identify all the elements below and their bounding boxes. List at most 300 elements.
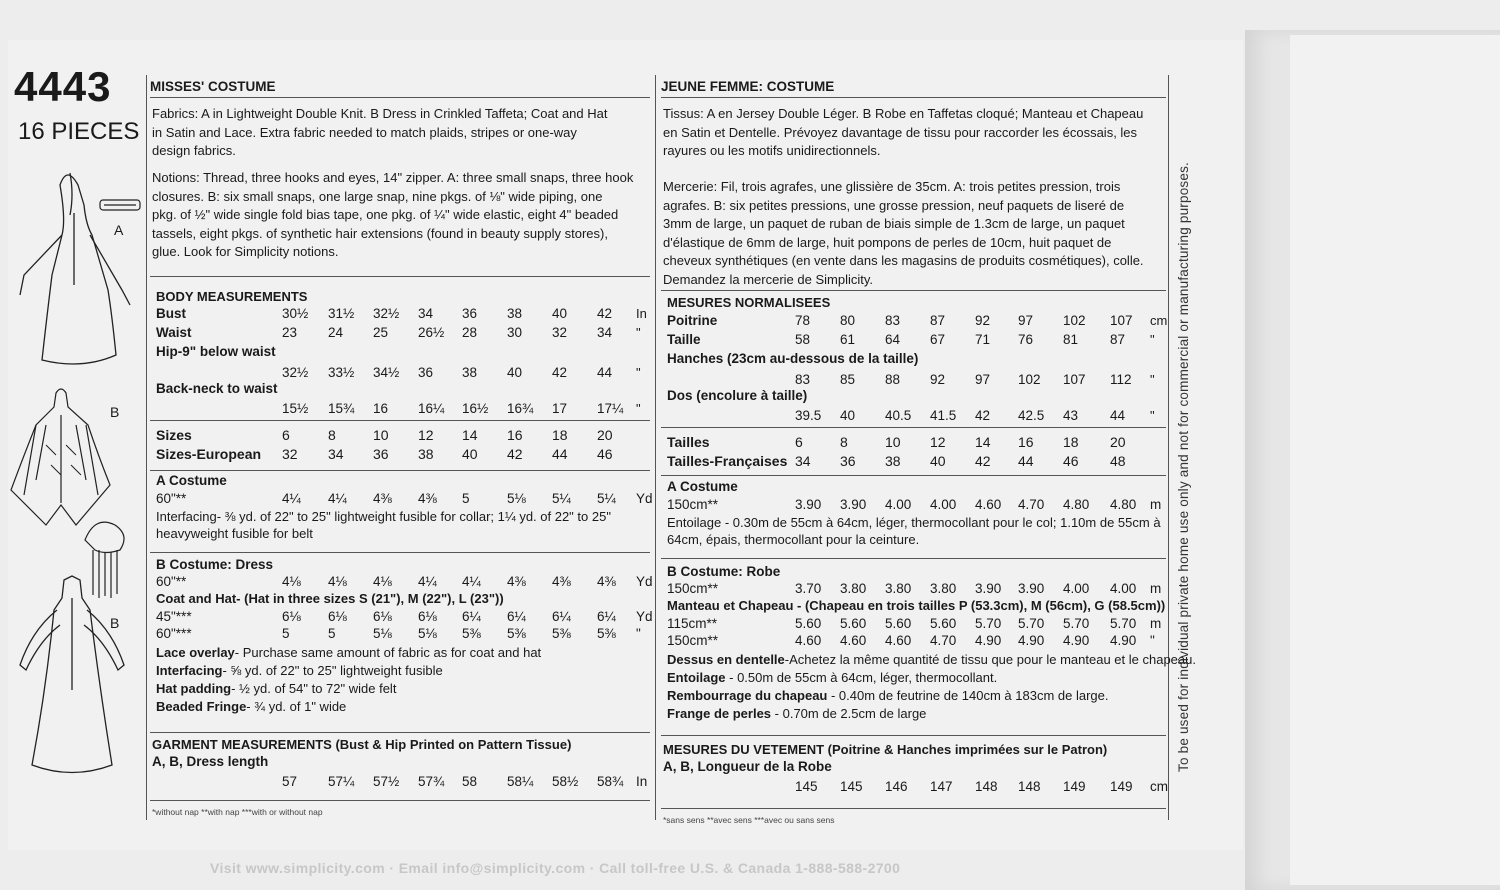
french-measure-value: 58 bbox=[795, 332, 811, 347]
english-measure-value: 40 bbox=[552, 306, 568, 321]
figure-a-costume-illustration bbox=[12, 165, 142, 375]
english-size-value: 14 bbox=[462, 427, 478, 443]
french-a-yardage: 4.70 bbox=[1018, 497, 1045, 512]
english-measure-value: 32 bbox=[552, 325, 568, 340]
english-coat-60-width: 60"*** bbox=[156, 626, 192, 641]
english-coat-45-yardage: 6⅛ bbox=[373, 609, 392, 624]
french-extra-key: Entoilage bbox=[667, 670, 726, 685]
french-coat-45-width: 115cm** bbox=[667, 616, 718, 631]
english-coat-60-yardage: 5⅜ bbox=[552, 626, 571, 641]
french-a-yardage: 4.00 bbox=[930, 497, 957, 512]
english-measure-value: 33½ bbox=[328, 365, 355, 380]
french-a-interfacing: 64cm, épais, thermocollant pour la ceinture. bbox=[667, 532, 920, 547]
english-coat-45-width: 45"*** bbox=[156, 609, 192, 624]
french-dress-length-value: 149 bbox=[1063, 779, 1086, 794]
english-a-yardage: 4¼ bbox=[282, 491, 301, 506]
french-coat-45-yardage: 5.70 bbox=[1063, 616, 1090, 631]
english-coat-hat: Coat and Hat- (Hat in three sizes S (21"), M (22"), L (23")) bbox=[156, 591, 504, 606]
english-measure-value: 30 bbox=[507, 325, 523, 340]
divider-middle bbox=[655, 75, 656, 820]
french-a-yardage: 3.90 bbox=[795, 497, 822, 512]
envelope-back bbox=[8, 40, 1243, 850]
english-rule-measurements bbox=[150, 420, 650, 421]
french-dress-length-value: 145 bbox=[840, 779, 863, 794]
english-coat-60-yardage: 5⅜ bbox=[462, 626, 481, 641]
english-size-eu-value: 32 bbox=[282, 446, 298, 462]
english-measure-value: 16½ bbox=[462, 401, 489, 416]
french-measure-value: 42 bbox=[975, 408, 991, 423]
french-dress-length-value: 147 bbox=[930, 779, 953, 794]
english-b-yardage: 4⅜ bbox=[597, 574, 616, 589]
english-rule-sizes bbox=[150, 470, 650, 471]
english-a-yardage: 5⅛ bbox=[507, 491, 526, 506]
french-rule-extras bbox=[661, 735, 1166, 736]
french-b-yardage: 3.80 bbox=[885, 581, 912, 596]
english-b-yardage: 4¼ bbox=[462, 574, 481, 589]
english-size-value: 6 bbox=[282, 427, 290, 443]
french-a-yardage: 3.90 bbox=[840, 497, 867, 512]
french-size-eu-value: 42 bbox=[975, 453, 991, 469]
french-coat-60-yardage: 4.60 bbox=[795, 633, 822, 648]
french-measure-label: Dos (encolure à taille) bbox=[667, 388, 808, 403]
french-coat-60-width: 150cm** bbox=[667, 633, 719, 648]
english-measure-value: 24 bbox=[328, 325, 344, 340]
english-coat-45-yardage: 6⅛ bbox=[328, 609, 347, 624]
english-coat-60-yardage: 5⅜ bbox=[507, 626, 526, 641]
english-extra-key: Hat padding bbox=[156, 681, 232, 696]
english-size-eu-value: 42 bbox=[507, 446, 523, 462]
english-extra-value: - ⅝ yd. of 22" to 25" lightweight fusible bbox=[222, 663, 443, 678]
english-measure-value: 32½ bbox=[373, 306, 400, 321]
french-dress-length-value: 146 bbox=[885, 779, 908, 794]
english-a-width: 60"** bbox=[156, 491, 187, 506]
english-measure-unit: " bbox=[636, 325, 641, 340]
french-b-unit: m bbox=[1150, 581, 1162, 596]
english-coat-60-yardage: 5 bbox=[282, 626, 290, 641]
english-a-yardage: 4¼ bbox=[328, 491, 347, 506]
french-size-value: 12 bbox=[930, 434, 946, 450]
english-extra-key: Lace overlay bbox=[156, 645, 235, 660]
english-size-value: 16 bbox=[507, 427, 523, 443]
french-a-heading: A Costume bbox=[667, 479, 738, 494]
english-measure-value: 25 bbox=[373, 325, 389, 340]
french-measure-value: 43 bbox=[1063, 408, 1079, 423]
english-a-yardage: 4⅜ bbox=[373, 491, 392, 506]
english-fabrics-line: in Satin and Lace. Extra fabric needed to match plaids, stripes or one-way bbox=[152, 124, 577, 140]
french-measure-value: 102 bbox=[1018, 372, 1041, 387]
english-measure-value: 30½ bbox=[282, 306, 309, 321]
english-size-value: 12 bbox=[418, 427, 434, 443]
english-measure-unit: In bbox=[636, 306, 647, 321]
french-coat-45-yardage: 5.60 bbox=[885, 616, 912, 631]
english-measure-value: 15¾ bbox=[328, 401, 355, 416]
french-size-value: 6 bbox=[795, 434, 803, 450]
english-size-eu-value: 46 bbox=[597, 446, 613, 462]
english-fabrics-line: design fabrics. bbox=[152, 143, 236, 158]
french-measure-value: 40 bbox=[840, 408, 856, 423]
french-measure-value: 97 bbox=[975, 372, 991, 387]
french-size-value: 14 bbox=[975, 434, 991, 450]
french-b-yardage: 3.90 bbox=[1018, 581, 1045, 596]
english-b-yardage: 4¼ bbox=[418, 574, 437, 589]
french-coat-60-yardage: 4.90 bbox=[975, 633, 1002, 648]
english-a-yardage: 5¼ bbox=[597, 491, 616, 506]
french-measure-value: 92 bbox=[930, 372, 946, 387]
english-size-value: 10 bbox=[373, 427, 389, 443]
french-coat-60-yardage: 4.90 bbox=[1110, 633, 1137, 648]
english-b-yardage: 4⅜ bbox=[552, 574, 571, 589]
english-dress-length-value: 58 bbox=[462, 774, 478, 789]
french-b-heading: B Costume: Robe bbox=[667, 564, 781, 579]
french-a-interfacing: Entoilage - 0.30m de 55cm à 64cm, léger, thermocollant pour le col; 1.10m de 55cm à bbox=[667, 515, 1161, 530]
french-b-width: 150cm** bbox=[667, 581, 719, 596]
figure-label-a: A bbox=[114, 222, 124, 238]
english-coat-60-yardage: 5⅛ bbox=[418, 626, 437, 641]
english-extra-row bbox=[156, 682, 396, 695]
french-rule-bottom bbox=[661, 808, 1166, 809]
english-sizes-eu-label: Sizes-European bbox=[156, 446, 262, 462]
english-measure-value: 28 bbox=[462, 325, 478, 340]
french-measure-label: Hanches (23cm au-dessous de la taille) bbox=[667, 351, 919, 366]
french-extra-row bbox=[667, 689, 1108, 702]
french-measure-value: 112 bbox=[1110, 372, 1132, 387]
french-measure-value: 88 bbox=[885, 372, 901, 387]
french-measure-label: Taille bbox=[667, 332, 701, 347]
english-coat-45-yardage: 6⅛ bbox=[282, 609, 301, 624]
french-coat-60-yardage: 4.90 bbox=[1063, 633, 1090, 648]
english-title: MISSES' COSTUME bbox=[150, 79, 276, 94]
english-coat-45-yardage: 6¼ bbox=[462, 609, 481, 624]
french-coat-60-unit: " bbox=[1150, 633, 1155, 648]
english-b-width: 60"** bbox=[156, 574, 187, 589]
english-measure-label: Bust bbox=[156, 306, 186, 321]
english-notions-line: pkg. of ½" wide single fold bias tape, one pkg. of ¼" wide elastic, eight 4" beaded bbox=[152, 207, 619, 222]
english-dress-length-label: A, B, Dress length bbox=[152, 754, 269, 769]
figure-label-b2: B bbox=[110, 615, 120, 631]
english-a-interfacing: heavyweight fusible for belt bbox=[156, 526, 313, 541]
english-dress-length-value: 58¾ bbox=[597, 774, 624, 789]
english-measure-value: 16¼ bbox=[418, 401, 445, 416]
english-measure-value: 32½ bbox=[282, 365, 309, 380]
english-b-yardage: 4⅛ bbox=[328, 574, 347, 589]
english-measure-label: Back-neck to waist bbox=[156, 381, 278, 396]
french-extra-row bbox=[667, 653, 1196, 666]
english-body-heading: BODY MEASUREMENTS bbox=[156, 289, 308, 304]
french-b-yardage: 3.80 bbox=[840, 581, 867, 596]
french-sizes-eu-label: Tailles-Françaises bbox=[667, 453, 788, 469]
french-measure-value: 40.5 bbox=[885, 408, 912, 423]
french-measure-value: 87 bbox=[1110, 332, 1126, 347]
english-measure-value: 16 bbox=[373, 401, 389, 416]
french-size-eu-value: 38 bbox=[885, 453, 901, 469]
english-size-value: 18 bbox=[552, 427, 568, 443]
english-a-yardage: 5 bbox=[462, 491, 470, 506]
french-coat-45-yardage: 5.60 bbox=[840, 616, 867, 631]
french-coat-60-yardage: 4.60 bbox=[840, 633, 867, 648]
english-rule-notions bbox=[150, 276, 650, 277]
english-a-yardage: 5¼ bbox=[552, 491, 571, 506]
english-a-unit: Yd bbox=[636, 491, 653, 506]
english-b-unit: Yd bbox=[636, 574, 653, 589]
french-measure-unit: " bbox=[1150, 372, 1155, 387]
english-dress-length-value: 58¼ bbox=[507, 774, 534, 789]
french-notions-line: cheveux synthétiques (en vente dans les magasins de produits cosmétiques), colle. bbox=[663, 253, 1144, 268]
french-extra-value: - 0.50m de 55cm à 64cm, léger, thermocollant. bbox=[725, 670, 998, 685]
english-measure-value: 17 bbox=[552, 401, 568, 416]
english-measure-value: 34 bbox=[597, 325, 613, 340]
french-rule-a bbox=[661, 558, 1166, 559]
french-measure-value: 102 bbox=[1063, 313, 1086, 328]
english-coat-60-yardage: 5⅛ bbox=[373, 626, 392, 641]
french-size-eu-value: 34 bbox=[795, 453, 811, 469]
english-coat-45-unit: Yd bbox=[636, 609, 653, 624]
french-measure-value: 64 bbox=[885, 332, 901, 347]
french-fabrics-line: Tissus: A en Jersey Double Léger. B Robe en Taffetas cloqué; Manteau et Chapeau bbox=[663, 106, 1144, 121]
english-measure-unit: " bbox=[636, 365, 641, 380]
english-sizes-label: Sizes bbox=[156, 427, 192, 443]
english-extra-value: - Purchase same amount of fabric as for coat and hat bbox=[234, 645, 542, 660]
french-a-yardage: 4.00 bbox=[885, 497, 912, 512]
french-coat-45-yardage: 5.60 bbox=[795, 616, 822, 631]
french-rule-measurements bbox=[661, 427, 1166, 428]
english-size-eu-value: 38 bbox=[418, 446, 434, 462]
french-size-eu-value: 48 bbox=[1110, 453, 1126, 469]
french-extra-value: - 0.40m de feutrine de 140cm à 183cm de large. bbox=[827, 688, 1109, 703]
english-coat-60-yardage: 5 bbox=[328, 626, 336, 641]
english-measure-value: 36 bbox=[462, 306, 478, 321]
english-notions-line: closures. B: six small snaps, one large snap, nine pkgs. of ⅛" wide piping, one bbox=[152, 188, 603, 204]
french-coat-hat: Manteau et Chapeau - (Chapeau en trois tailles P (53.3cm), M (56cm), G (58.5cm)) bbox=[667, 598, 1166, 613]
french-nap-footnote: *sans sens **avec sens ***avec ou sans sens bbox=[663, 815, 835, 825]
english-size-value: 20 bbox=[597, 427, 613, 443]
english-size-value: 8 bbox=[328, 427, 336, 443]
english-measure-value: 38 bbox=[462, 365, 478, 380]
english-measure-value: 16¾ bbox=[507, 401, 534, 416]
french-body-heading: MESURES NORMALISEES bbox=[667, 295, 831, 310]
french-size-value: 8 bbox=[840, 434, 848, 450]
french-measure-label: Poitrine bbox=[667, 313, 718, 328]
french-measure-value: 97 bbox=[1018, 313, 1034, 328]
french-size-value: 20 bbox=[1110, 434, 1126, 450]
english-measure-value: 34 bbox=[418, 306, 434, 321]
english-measure-label: Waist bbox=[156, 325, 192, 340]
french-b-yardage: 3.80 bbox=[930, 581, 957, 596]
french-measure-unit: " bbox=[1150, 332, 1155, 347]
english-garment-heading: GARMENT MEASUREMENTS (Bust & Hip Printed on Pattern Tissue) bbox=[152, 737, 572, 752]
french-dress-length-value: 149 bbox=[1110, 779, 1133, 794]
french-measure-value: 80 bbox=[840, 313, 856, 328]
french-notions-line: agrafes. B: six petites pressions, une grosse pression, neuf paquets de liseré de bbox=[663, 197, 1125, 213]
envelope-flap-inner bbox=[1290, 35, 1500, 885]
divider-right bbox=[1168, 75, 1169, 820]
english-a-interfacing: Interfacing- ⅜ yd. of 22" to 25" lightweight fusible for collar; 1¼ yd. of 22" to 25" bbox=[156, 509, 611, 524]
french-extra-row bbox=[667, 671, 997, 684]
french-measure-value: 85 bbox=[840, 372, 856, 387]
french-extra-key: Frange de perles bbox=[667, 706, 772, 721]
french-coat-60-yardage: 4.70 bbox=[930, 633, 957, 648]
french-a-unit: m bbox=[1150, 497, 1162, 512]
french-size-eu-value: 46 bbox=[1063, 453, 1079, 469]
english-dress-length-value: 57¼ bbox=[328, 774, 355, 789]
french-measure-value: 87 bbox=[930, 313, 946, 328]
english-coat-45-yardage: 6⅛ bbox=[418, 609, 437, 624]
english-notions-line: Notions: Thread, three hooks and eyes, 14" zipper. A: three small snaps, three hook bbox=[152, 170, 634, 185]
english-extra-row bbox=[156, 664, 443, 677]
english-size-eu-value: 36 bbox=[373, 446, 389, 462]
english-notions-line: glue. Look for Simplicity notions. bbox=[152, 244, 339, 259]
french-size-value: 10 bbox=[885, 434, 901, 450]
french-b-yardage: 4.00 bbox=[1063, 581, 1090, 596]
french-measure-value: 39.5 bbox=[795, 408, 822, 423]
english-coat-60-yardage: 5⅜ bbox=[597, 626, 616, 641]
french-dress-length-unit: cm bbox=[1150, 779, 1168, 794]
french-extra-value: -Achetez la même quantité de tissu que pour le manteau et le chapeau. bbox=[784, 652, 1196, 667]
french-measure-value: 42.5 bbox=[1018, 408, 1045, 423]
french-title: JEUNE FEMME: COSTUME bbox=[661, 79, 835, 94]
english-a-yardage: 4⅜ bbox=[418, 491, 437, 506]
english-coat-45-yardage: 6¼ bbox=[552, 609, 571, 624]
french-rule-title bbox=[661, 97, 1166, 98]
french-measure-value: 78 bbox=[795, 313, 811, 328]
french-measure-value: 76 bbox=[1018, 332, 1034, 347]
french-a-yardage: 4.80 bbox=[1110, 497, 1137, 512]
french-notions-line: Demandez la mercerie de Simplicity. bbox=[663, 271, 873, 287]
french-coat-60-yardage: 4.60 bbox=[885, 633, 912, 648]
french-a-yardage: 4.80 bbox=[1063, 497, 1090, 512]
english-measure-value: 26½ bbox=[418, 325, 445, 340]
english-measure-value: 34½ bbox=[373, 365, 400, 380]
french-fabrics-line: en Satin et Dentelle. Prévoyez davantage de tissu pour raccorder les écossais, les bbox=[663, 124, 1138, 140]
english-dress-length-value: 57 bbox=[282, 774, 298, 789]
french-extra-value: - 0.70m de 2.5cm de large bbox=[771, 706, 927, 721]
french-b-yardage: 4.00 bbox=[1110, 581, 1137, 596]
french-rule-notions bbox=[661, 290, 1166, 291]
english-size-eu-value: 44 bbox=[552, 446, 568, 462]
french-a-width: 150cm** bbox=[667, 497, 719, 512]
english-rule-extras bbox=[150, 732, 650, 733]
figure-b-dress-illustration bbox=[12, 570, 132, 780]
usage-notice: To be used for individual private home use only and not for commercial or manufacturing purposes. bbox=[1176, 162, 1191, 772]
english-b-yardage: 4⅛ bbox=[282, 574, 301, 589]
french-dress-length-label: A, B, Longueur de la Robe bbox=[663, 759, 832, 774]
english-dress-length-value: 57¾ bbox=[418, 774, 445, 789]
english-measure-value: 15½ bbox=[282, 401, 309, 416]
french-coat-45-yardage: 5.70 bbox=[1018, 616, 1045, 631]
english-b-yardage: 4⅛ bbox=[373, 574, 392, 589]
english-measure-value: 36 bbox=[418, 365, 434, 380]
french-measure-value: 107 bbox=[1110, 313, 1133, 328]
english-fabrics-line: Fabrics: A in Lightweight Double Knit. B Dress in Crinkled Taffeta; Coat and Hat bbox=[152, 106, 608, 121]
english-nap-footnote: *without nap **with nap ***with or without nap bbox=[152, 807, 323, 817]
english-measure-unit: " bbox=[636, 401, 641, 416]
french-coat-60-yardage: 4.90 bbox=[1018, 633, 1045, 648]
english-extra-row bbox=[156, 700, 346, 713]
french-dress-length-value: 145 bbox=[795, 779, 818, 794]
french-notions-line: d'élastique de 6mm de large, huit pompons de perles de 10cm, huit paquet de bbox=[663, 234, 1112, 250]
french-measure-value: 61 bbox=[840, 332, 856, 347]
english-extra-value: - ¾ yd. of 1" wide bbox=[246, 699, 347, 714]
english-coat-45-yardage: 6¼ bbox=[507, 609, 526, 624]
french-size-eu-value: 40 bbox=[930, 453, 946, 469]
english-rule-bottom bbox=[150, 800, 650, 801]
french-measure-value: 83 bbox=[885, 313, 901, 328]
english-extra-row bbox=[156, 646, 541, 659]
french-coat-45-yardage: 5.70 bbox=[975, 616, 1002, 631]
english-dress-length-value: 57½ bbox=[373, 774, 400, 789]
english-extra-value: - ½ yd. of 54" to 72" wide felt bbox=[231, 681, 397, 696]
english-measure-value: 38 bbox=[507, 306, 523, 321]
french-measure-value: 81 bbox=[1063, 332, 1079, 347]
french-measure-value: 83 bbox=[795, 372, 811, 387]
french-size-value: 18 bbox=[1063, 434, 1079, 450]
pattern-pieces: 16 PIECES bbox=[18, 118, 140, 145]
french-a-yardage: 4.60 bbox=[975, 497, 1002, 512]
english-extra-key: Beaded Fringe bbox=[156, 699, 247, 714]
contact-footer: Visit www.simplicity.com · Email info@simplicity.com · Call toll-free U.S. & Canada 1-888-588-2700 bbox=[210, 860, 901, 876]
french-garment-heading: MESURES DU VETEMENT (Poitrine & Hanches imprimées sur le Patron) bbox=[663, 742, 1108, 757]
english-dress-length-unit: In bbox=[636, 774, 648, 789]
english-rule-title bbox=[150, 97, 650, 98]
english-b-heading: B Costume: Dress bbox=[156, 557, 274, 572]
french-size-eu-value: 36 bbox=[840, 453, 856, 469]
french-b-yardage: 3.70 bbox=[795, 581, 822, 596]
french-measure-value: 41.5 bbox=[930, 408, 957, 423]
english-measure-value: 44 bbox=[597, 365, 613, 380]
english-dress-length-value: 58½ bbox=[552, 774, 579, 789]
french-coat-45-unit: m bbox=[1150, 616, 1162, 631]
french-size-eu-value: 44 bbox=[1018, 453, 1034, 469]
french-extra-key: Dessus en dentelle bbox=[667, 652, 785, 667]
french-rule-sizes bbox=[661, 475, 1166, 476]
french-measure-value: 71 bbox=[975, 332, 991, 347]
french-coat-45-yardage: 5.70 bbox=[1110, 616, 1137, 631]
english-coat-60-unit: " bbox=[636, 626, 641, 641]
french-measure-unit: " bbox=[1150, 408, 1155, 423]
english-notions-line: tassels, eight pkgs. of synthetic hair extensions (found in beauty supply stores), bbox=[152, 225, 608, 241]
english-measure-label: Hip-9" below waist bbox=[156, 344, 276, 359]
english-measure-value: 17¼ bbox=[597, 401, 624, 416]
french-size-value: 16 bbox=[1018, 434, 1034, 450]
french-notions-line: 3mm de large, un paquet de ruban de biais simple de 1.3cm de large, un paquet bbox=[663, 216, 1125, 231]
french-measure-unit: cm bbox=[1150, 313, 1168, 328]
english-size-eu-value: 34 bbox=[328, 446, 344, 462]
english-measure-value: 42 bbox=[552, 365, 568, 380]
english-measure-value: 23 bbox=[282, 325, 298, 340]
divider-left bbox=[146, 75, 147, 820]
french-coat-45-yardage: 5.60 bbox=[930, 616, 957, 631]
french-measure-value: 67 bbox=[930, 332, 946, 347]
french-dress-length-value: 148 bbox=[975, 779, 998, 794]
french-measure-value: 44 bbox=[1110, 408, 1126, 423]
french-measure-value: 92 bbox=[975, 313, 991, 328]
english-measure-value: 31½ bbox=[328, 306, 355, 321]
english-b-yardage: 4⅜ bbox=[507, 574, 526, 589]
english-size-eu-value: 40 bbox=[462, 446, 478, 462]
french-sizes-label: Tailles bbox=[667, 434, 710, 450]
english-extra-key: Interfacing bbox=[156, 663, 223, 678]
french-extra-row bbox=[667, 707, 926, 720]
french-b-yardage: 3.90 bbox=[975, 581, 1002, 596]
english-measure-value: 40 bbox=[507, 365, 523, 380]
figure-label-b1: B bbox=[110, 404, 120, 420]
english-measure-value: 42 bbox=[597, 306, 613, 321]
french-dress-length-value: 148 bbox=[1018, 779, 1041, 794]
english-coat-45-yardage: 6¼ bbox=[597, 609, 616, 624]
french-extra-key: Rembourrage du chapeau bbox=[667, 688, 828, 703]
pattern-number: 4443 bbox=[14, 63, 112, 110]
french-measure-value: 107 bbox=[1063, 372, 1086, 387]
english-a-heading: A Costume bbox=[156, 473, 227, 488]
